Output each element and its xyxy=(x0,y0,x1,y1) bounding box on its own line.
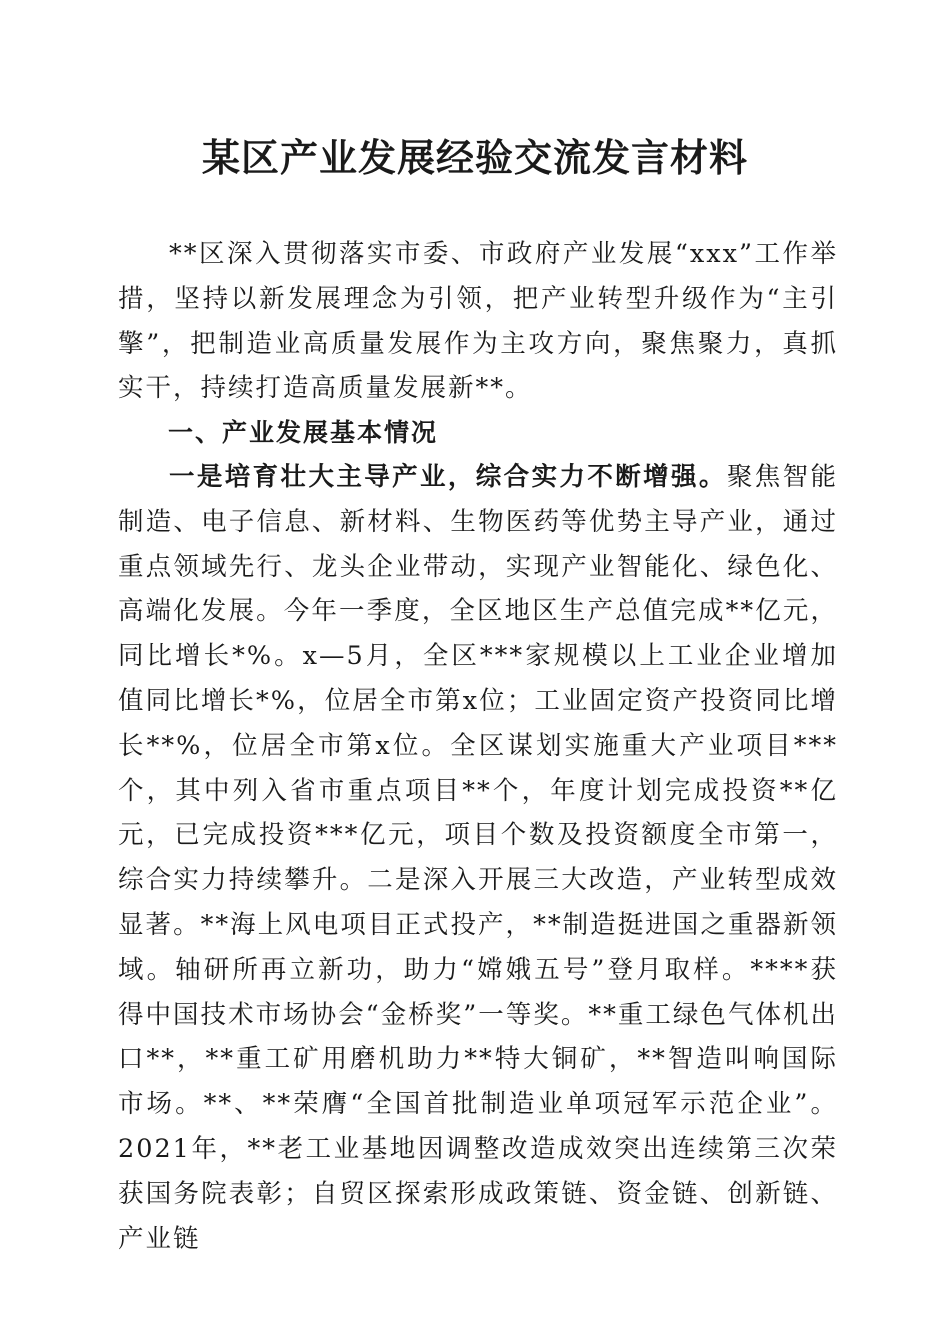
intro-paragraph: **区深入贯彻落实市委、市政府产业发展“xxx”工作举措，坚持以新发展理念为引领，把产业转型升级作为“主引擎”，把制造业高质量发展作为主攻方向，聚焦聚力，真抓实干，持续打造高质量发展新**。 xyxy=(118,239,838,404)
document-title: 某区产业发展经验交流发言材料 xyxy=(201,135,748,180)
section-heading: 一、产业发展基本情况 xyxy=(168,418,439,447)
paragraph-body: 聚焦智能制造、电子信息、新材料、生物医药等优势主导产业，通过重点领域先行、龙头企业带动，实现产业智能化、绿色化、高端化发展。今年一季度，全区地区生产总值完成**亿元，同比增长*%。x—5月，全区***家规模以上工业企业增加值同比增长*%，位居全市第x位；工业固定资产投资同比增长**%，位居全市第x位。全区谋划实施重大产业项目***个，其中列入省市重点项目**个，年度计划完成投资**亿元，已完成投资***亿元，项目个数及投资额度全市第一，综合实力持续攀升。二是深入开展三大改造，产业转型成效显著。**海上风电项目正式投产，**制造挺进国之重器新领域。轴研所再立新功，助力“嫦娥五号”登月取样。****获得中国技术市场协会“金桥奖”一等奖。**重工绿色气体机出口**，**重工矿用磨机助力**特大铜矿，**智造叫响国际市场。**、**荣膺“全国首批制造业单项冠军示范企业”。2021年，**老工业基地因调整改造成效突出连续第三次荣获国务院表彰；自贸区探索形成政策链、资金链、创新链、产业链 xyxy=(118,462,838,1254)
paragraph-lead: 一是培育壮大主导产业，综合实力不断增强。 xyxy=(169,462,727,492)
body-paragraph xyxy=(118,455,838,1261)
